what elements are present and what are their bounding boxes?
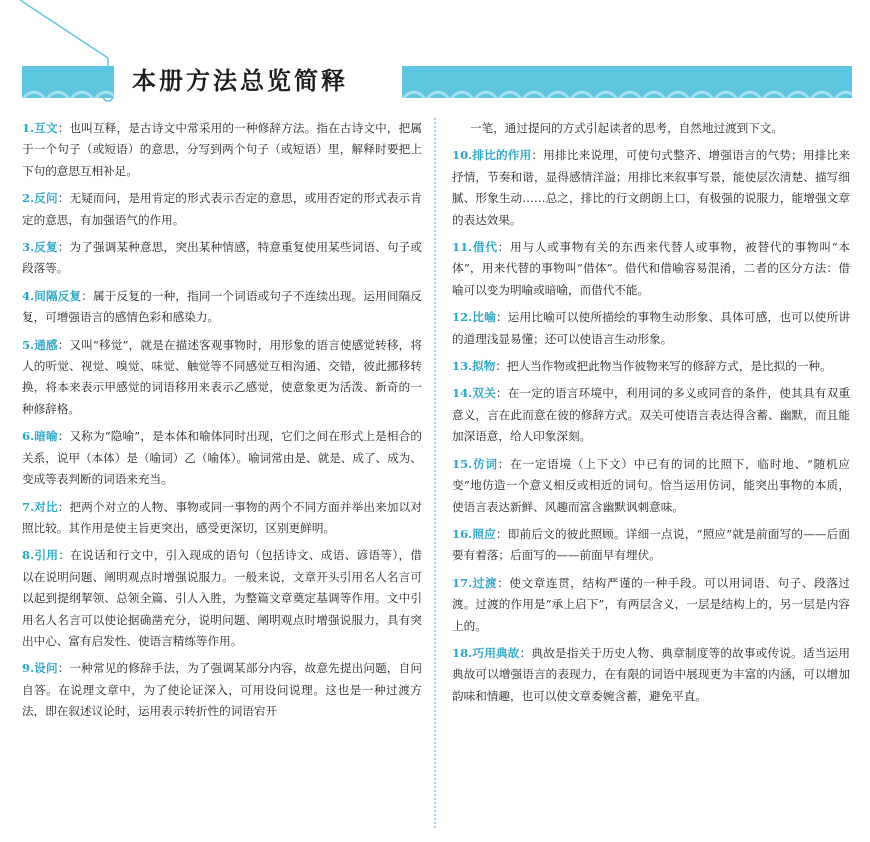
item-number: 4. xyxy=(22,288,35,303)
method-item xyxy=(452,524,850,567)
item-term: 暗喻 xyxy=(34,429,58,444)
method-item xyxy=(22,286,422,329)
method-item xyxy=(22,426,422,490)
item-description: ：用排比来说理，可使句式整齐、增强语言的气势；用排比来抒情，节奏和谐，显得感情洋溢；用排比来叙事写景，能使层次清楚、描写细腻、形象生动……总之，排比的行文朗朗上口，有极强的说服力，能增强文章的表达效果。 xyxy=(452,148,850,227)
item-number: 8. xyxy=(22,548,35,563)
item-description: ：使文章连贯，结构严谨的一种手段。可以用词语、句子、段落过渡。过渡的作用是“承上启下”，有两层含义，一层是结构上的，另一层是内容上的。 xyxy=(452,575,850,633)
item-description: ：在一定的语言环境中，利用词的多义或同音的条件，使其具有双重意义，言在此而意在彼的修辞方式。双关可使语言表达得含蓄、幽默，而且能加深语意，给人印象深刻。 xyxy=(452,386,850,444)
continued-text: 一笔，通过提问的方式引起读者的思考，自然地过渡到下文。 xyxy=(470,121,784,135)
item-number: 9. xyxy=(22,661,35,676)
page-header xyxy=(22,66,852,98)
item-term: 过渡 xyxy=(472,575,498,590)
method-item xyxy=(22,545,422,652)
item-description: ：运用比喻可以使所描绘的事物生动形象、具体可感，也可以使所讲的道理浅显易懂；还可以使语言生动形象。 xyxy=(452,310,850,346)
item-description: ：把两个对立的人物、事物或同一事物的两个不同方面并举出来加以对照比较。其作用是使主旨更突出，感受更深切，区别更鲜明。 xyxy=(22,499,422,535)
method-item xyxy=(452,383,850,447)
item-description: ：为了强调某种意思，突出某种情感，特意重复使用某些词语、句子或段落等。 xyxy=(22,240,422,276)
item-number: 14. xyxy=(452,386,473,401)
item-number: 13. xyxy=(452,359,473,374)
item-term: 仿词 xyxy=(472,456,498,471)
method-item xyxy=(452,573,850,637)
item-number: 15. xyxy=(452,456,473,471)
item-term: 反问 xyxy=(34,191,58,206)
method-item xyxy=(452,307,850,350)
item-term: 间隔反复 xyxy=(34,288,82,303)
method-item xyxy=(22,335,422,421)
item-description: ：又叫“移觉”，就是在描述客观事物时，用形象的语言使感觉转移，将人的听觉、视觉、嗅觉、味觉、触觉等不同感觉互相沟通、交错，彼此挪移转换，将本来表示甲感觉的词语移用来表示乙感觉，使意象更为活泼、新奇的一种修辞格。 xyxy=(22,337,422,416)
method-item xyxy=(452,237,850,301)
item-description: ：属于反复的一种，指同一个词语或句子不连续出现。运用间隔反复，可增强语言的感情色彩和感染力。 xyxy=(22,288,422,325)
item-number: 10. xyxy=(452,148,473,163)
item-number: 6. xyxy=(22,429,35,444)
method-item xyxy=(22,188,422,231)
item-term: 反复 xyxy=(34,240,58,255)
item-description: ：在一定语境（上下文）中已有的词的比照下，临时地、“随机应变”地仿造一个意义相反或相近的词句。恰当运用仿词，能突出事物的本质，使语言表达新鲜、风趣而富含幽默讽刺意味。 xyxy=(452,456,850,514)
item-number: 7. xyxy=(22,499,35,514)
item-description: ：用与人或事物有关的东西来代替人或事物，被替代的事物叫“本体”，用来代替的事物叫“借体”。借代和借喻容易混淆，二者的区分方法：借喻可以变为明喻或暗喻，而借代不能。 xyxy=(452,240,850,297)
method-item xyxy=(452,145,850,231)
item-description: ：即前后文的彼此照顾。详细一点说，“照应”就是前面写的——后面要有着落；后面写的——前面早有埋伏。 xyxy=(452,526,850,563)
item-description: ：无疑而问，是用肯定的形式表示否定的意思，或用否定的形式表示肯定的意思，有加强语气的作用。 xyxy=(22,191,422,227)
item-number: 16. xyxy=(452,526,473,541)
item-number: 17. xyxy=(452,575,473,590)
item-description: ：也叫互释，是古诗文中常采用的一种修辞方法。指在古诗文中，把属于一个句子（或短语）的意思，分写到两个句子（或短语）里，解释时要把上下句的意思互相补足。 xyxy=(22,121,422,178)
method-item xyxy=(452,643,850,707)
left-column xyxy=(22,118,422,729)
item-number: 1. xyxy=(22,121,35,135)
item-description: ：把人当作物或把此物当作彼物来写的修辞方式，是比拟的一种。 xyxy=(495,359,832,374)
item-term: 互文 xyxy=(34,121,58,135)
item-number: 11. xyxy=(452,240,473,255)
method-item xyxy=(22,118,422,182)
item-number: 5. xyxy=(22,337,35,352)
item-term: 比喻 xyxy=(472,310,496,325)
item-term: 借代 xyxy=(472,240,498,255)
item-number: 18. xyxy=(452,645,473,660)
method-item xyxy=(452,454,850,518)
item-term: 排比的作用 xyxy=(472,148,532,163)
item-description: ：典故是指关于历史人物、典章制度等的故事或传说。适当运用典故可以增强语言的表现力，在有限的词语中展现更为丰富的内涵，可以增加韵味和情趣，也可以使文章委婉含蓄，避免平直。 xyxy=(452,645,850,703)
item-description: ：又称为“隐喻”，是本体和喻体同时出现，它们之间在形式上是相合的关系，说甲（本体）是（喻词）乙（喻体）。喻词常由是、就是、成了、成为、变成等表判断的词语来充当。 xyxy=(22,429,422,487)
item-description: ：一种常见的修辞手法，为了强调某部分内容，故意先提出问题，自问自答。在说理文章中，为了使论证深入，可用设问说理。这也是一种过渡方法，即在叙述议论时，运用表示转折性的词语宕开 xyxy=(22,661,422,719)
item-term: 对比 xyxy=(34,499,58,514)
item-number: 3. xyxy=(22,240,35,255)
item-number: 12. xyxy=(452,310,473,325)
method-item xyxy=(22,658,422,722)
header-pattern-right xyxy=(402,66,852,98)
item-term: 拟物 xyxy=(472,359,496,374)
item-term: 照应 xyxy=(472,526,496,541)
method-item xyxy=(22,497,422,540)
header-pattern-left xyxy=(22,66,114,98)
item-description: ：在说话和行文中，引入现成的语句（包括诗文、成语、谚语等），借以在说明问题、阐明观点时增强说服力。一般来说，文章开头引用名人名言可以起到提纲挈领、总领全篇、引人入胜，为整篇文章奠定基调等作用。文中引用名人名言可以使论据确凿充分，说明问题、阐明观点时增强说服力，具有突出中心、富有启发性、使语言精练等作用。 xyxy=(22,548,422,648)
item-term: 设问 xyxy=(34,661,58,676)
method-item xyxy=(452,356,850,377)
page-title: 本册方法总览简释 xyxy=(132,67,348,95)
method-item xyxy=(22,237,422,280)
item-term: 引用 xyxy=(34,548,59,563)
item-term: 通感 xyxy=(34,337,58,352)
right-column xyxy=(452,118,850,713)
item-term: 双关 xyxy=(472,386,496,401)
column-divider xyxy=(434,118,436,828)
item-number: 2. xyxy=(22,191,35,206)
item-term: 巧用典故 xyxy=(472,645,520,660)
